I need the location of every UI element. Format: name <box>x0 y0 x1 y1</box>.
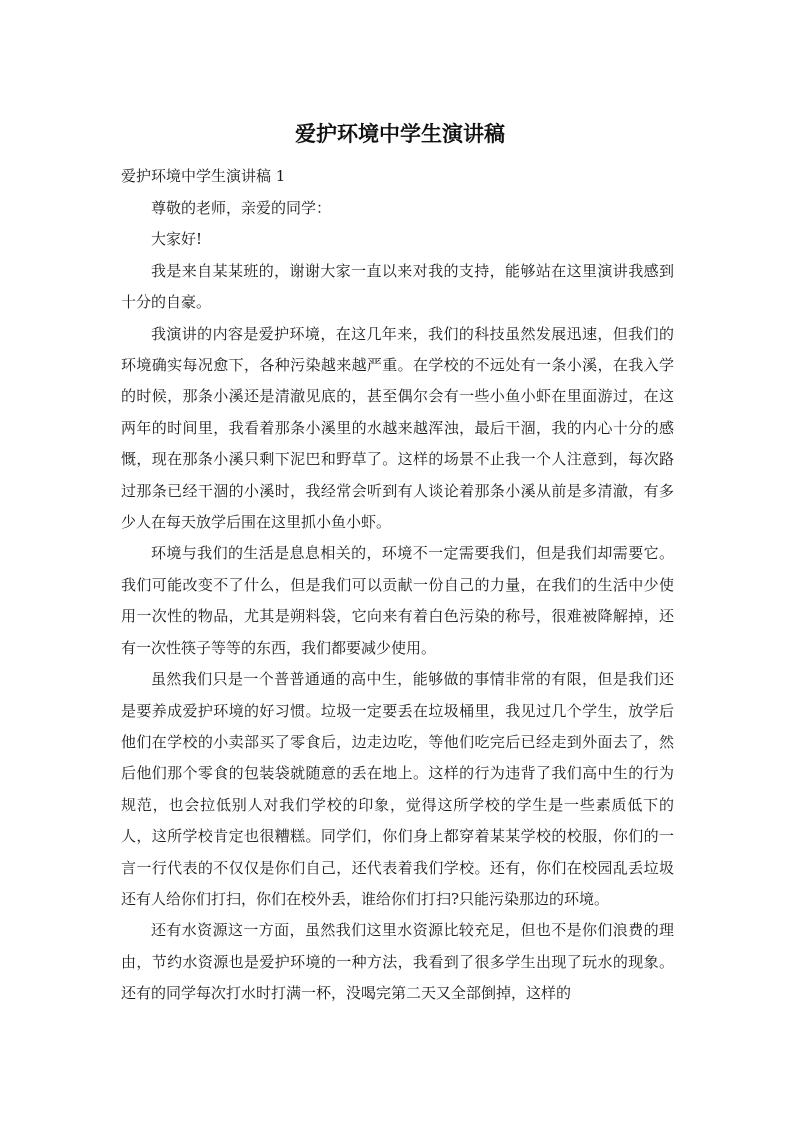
document-title: 爱护环境中学生演讲稿 <box>295 122 505 146</box>
body-paragraph: 我演讲的内容是爱护环境，在这几年来，我们的科技虽然发展迅速，但我们的环境确实每况愈下，各种污染越来越严重。在学校的不远处有一条小溪，在我入学的时候，那条小溪还是清澈见底的，甚至偶尔会有一些小鱼小虾在里面游过，在这两年的时间里，我看着那条小溪里的水越来越浑浊，最后干涸，我的内心十分的感慨，现在那条小溪只剩下泥巴和野草了。这样的场景不止我一个人注意到，每次路过那条已经干涸的小溪时，我经常会听到有人谈论着那条小溪从前是多清澈，有多少人在每天放学后围在这里抓小鱼小虾。 <box>121 324 674 532</box>
body-paragraph: 我是来自某某班的，谢谢大家一直以来对我的支持，能够站在这里演讲我感到十分的自豪。 <box>121 261 674 312</box>
document-subtitle: 爱护环境中学生演讲稿 1 <box>121 167 286 185</box>
body-paragraph: 环境与我们的生活是息息相关的，环境不一定需要我们，但是我们却需要它。我们可能改变不了什么，但是我们可以贡献一份自己的力量，在我们的生活中少使用一次性的物品，尤其是朔料袋，它向来有着白色污染的称号，很难被降解掉，还有一次性筷子等等的东西，我们都要减少使用。 <box>121 544 674 657</box>
body-paragraph: 虽然我们只是一个普普通通的高中生，能够做的事情非常的有限，但是我们还是要养成爱护环境的好习惯。垃圾一定要丢在垃圾桶里，我见过几个学生，放学后他们在学校的小卖部买了零食后，边走边吃，等他们吃完后已经走到外面去了，然后他们那个零食的包装袋就随意的丢在地上。这样的行为违背了我们高中生的行为规范，也会拉低别人对我们学校的印象，觉得这所学校的学生是一些素质低下的人，这所学校肯定也很糟糕。同学们，你们身上都穿着某某学校的校服，你们的一言一行代表的不仅仅是你们自己，还代表着我们学校。还有，你们在校园乱丢垃圾还有人给你们打扫，你们在校外丢，谁给你们打扫?只能污染那边的环境。 <box>121 670 674 908</box>
document-body <box>121 193 674 1010</box>
greeting-paragraph: 尊敬的老师，亲爱的同学： <box>151 199 332 217</box>
salutation-paragraph: 大家好! <box>151 230 203 249</box>
body-paragraph: 还有水资源这一方面，虽然我们这里水资源比较充足，但也不是你们浪费的理由，节约水资源也是爱护环境的一种方法，我看到了很多学生出现了玩水的现象。还有的同学每次打水时打满一杯，没喝完第二天又全部倒掉，这样的 <box>121 921 674 1003</box>
